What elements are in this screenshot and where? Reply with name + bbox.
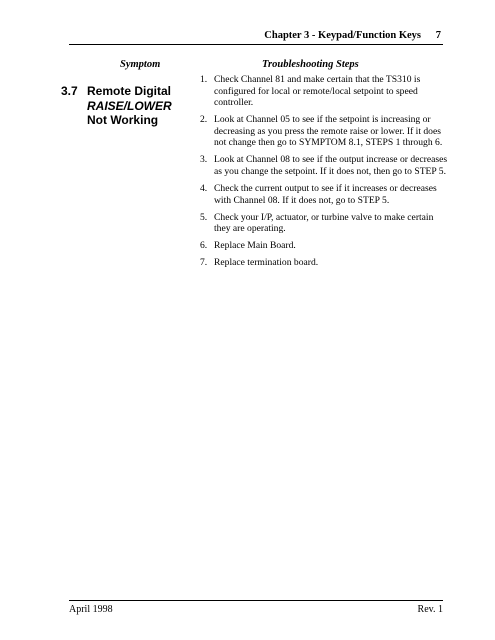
step-text: Replace Main Board.	[214, 240, 296, 252]
step-number: 5.	[200, 211, 208, 223]
step-text: Check the current output to see if it increases or decreases with Channel 08. If it does not, go to STEP 5.	[214, 182, 437, 206]
section-number: 3.7	[61, 84, 78, 98]
symptom-column-heading: Symptom	[120, 59, 161, 70]
step-item	[200, 183, 448, 206]
step-item	[200, 212, 448, 235]
step-item	[200, 154, 448, 177]
footer-revision: Rev. 1	[417, 604, 443, 615]
page-footer	[69, 600, 443, 615]
troubleshooting-steps-list	[200, 74, 448, 274]
page-header	[69, 30, 443, 45]
step-number: 3.	[200, 154, 208, 166]
step-number: 4.	[200, 182, 208, 194]
chapter-title: Chapter 3 - Keypad/Function Keys	[264, 30, 421, 41]
step-text: Look at Channel 05 to see if the setpoint is increasing or decreasing as you press the remote raise or lower. If it does not change then go to SYMPTOM 8.1, STEPS 1 through 6.	[214, 114, 443, 149]
step-item	[200, 74, 448, 109]
step-item	[200, 257, 448, 269]
step-number: 6.	[200, 240, 208, 252]
step-number: 1.	[200, 74, 208, 85]
section-title-line3: Not Working	[87, 113, 159, 127]
step-number: 7.	[200, 257, 208, 269]
step-item	[200, 114, 448, 149]
section-title	[87, 84, 172, 128]
page-number: 7	[435, 30, 441, 41]
step-text: Look at Channel 08 to see if the output increase or decreases as you change the setpoint. If it does not, then go to STEP 5.	[214, 154, 448, 177]
steps-column-heading: Troubleshooting Steps	[262, 59, 359, 70]
step-text: Check Channel 81 and make certain that the TS310 is configured for local or remote/local setpoint to speed controller.	[214, 74, 421, 109]
step-text: Check your I/P, actuator, or turbine valve to make certain they are operating.	[214, 211, 434, 235]
step-number: 2.	[200, 114, 208, 126]
step-item	[200, 240, 448, 252]
footer-date: April 1998	[69, 604, 113, 615]
section-title-line2: RAISE/LOWER	[87, 98, 172, 113]
section-title-line1: Remote Digital	[87, 84, 172, 98]
step-text: Replace termination board.	[214, 257, 319, 269]
